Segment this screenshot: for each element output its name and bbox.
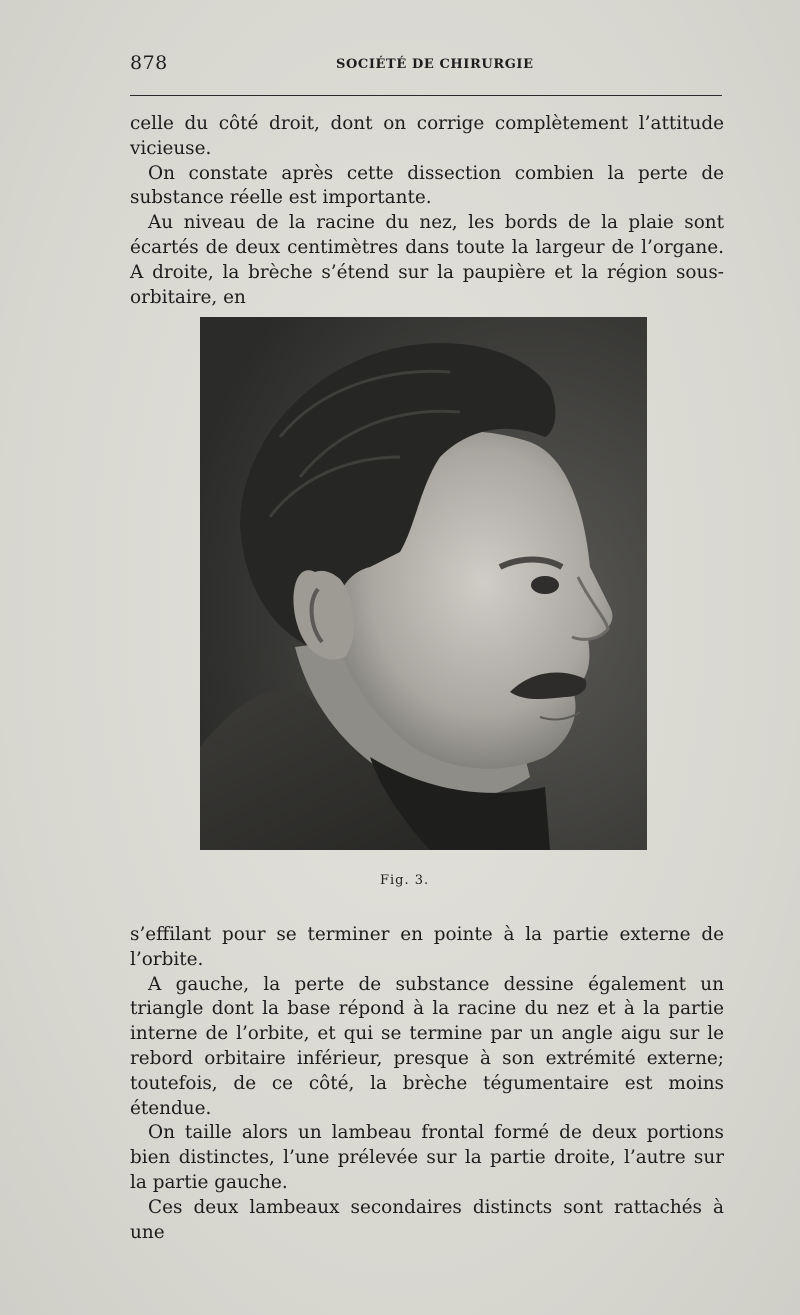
running-head: SOCIÉTÉ DE CHIRURGIE	[336, 57, 534, 72]
page-header	[130, 52, 720, 80]
body-text-top	[130, 112, 724, 310]
paragraph: Ces deux lambeaux secondaires distincts sont rattachés à une	[130, 1196, 724, 1243]
paragraph: On taille alors un lambeau frontal formé de deux portions bien distinctes, l’une prélevée sur la partie droite, l’autre sur la partie gauche.	[130, 1122, 724, 1193]
paragraph: On constate après cette dissection combien la perte de substance réelle est importante.	[130, 162, 724, 209]
body-text-bottom	[130, 923, 724, 1245]
page-number: 878	[130, 52, 168, 74]
paragraph: celle du côté droit, dont on corrige complètement l’attitude vicieuse.	[130, 113, 724, 159]
header-rule	[130, 95, 722, 96]
paragraph: s’effilant pour se terminer en pointe à la partie externe de l’orbite.	[130, 924, 724, 970]
paragraph: A gauche, la perte de substance dessine également un triangle dont la base répond à la racine du nez et à la partie interne de l’orbite, et qui se termine par un angle aigu sur le rebord orbitaire inférieur, presque à son extrémité externe; toutefois, de ce côté, la brèche tégumentaire est moins étendue.	[130, 973, 724, 1119]
portrait-image	[200, 317, 647, 850]
paragraph: Au niveau de la racine du nez, les bords de la plaie sont écartés de deux centimètres dans toute la largeur de l’organe. A droite, la brèche s’étend sur la paupière et la région sous-orbitaire, en	[130, 212, 724, 308]
portrait-photograph	[200, 317, 647, 850]
figure-caption: Fig. 3.	[380, 873, 430, 888]
